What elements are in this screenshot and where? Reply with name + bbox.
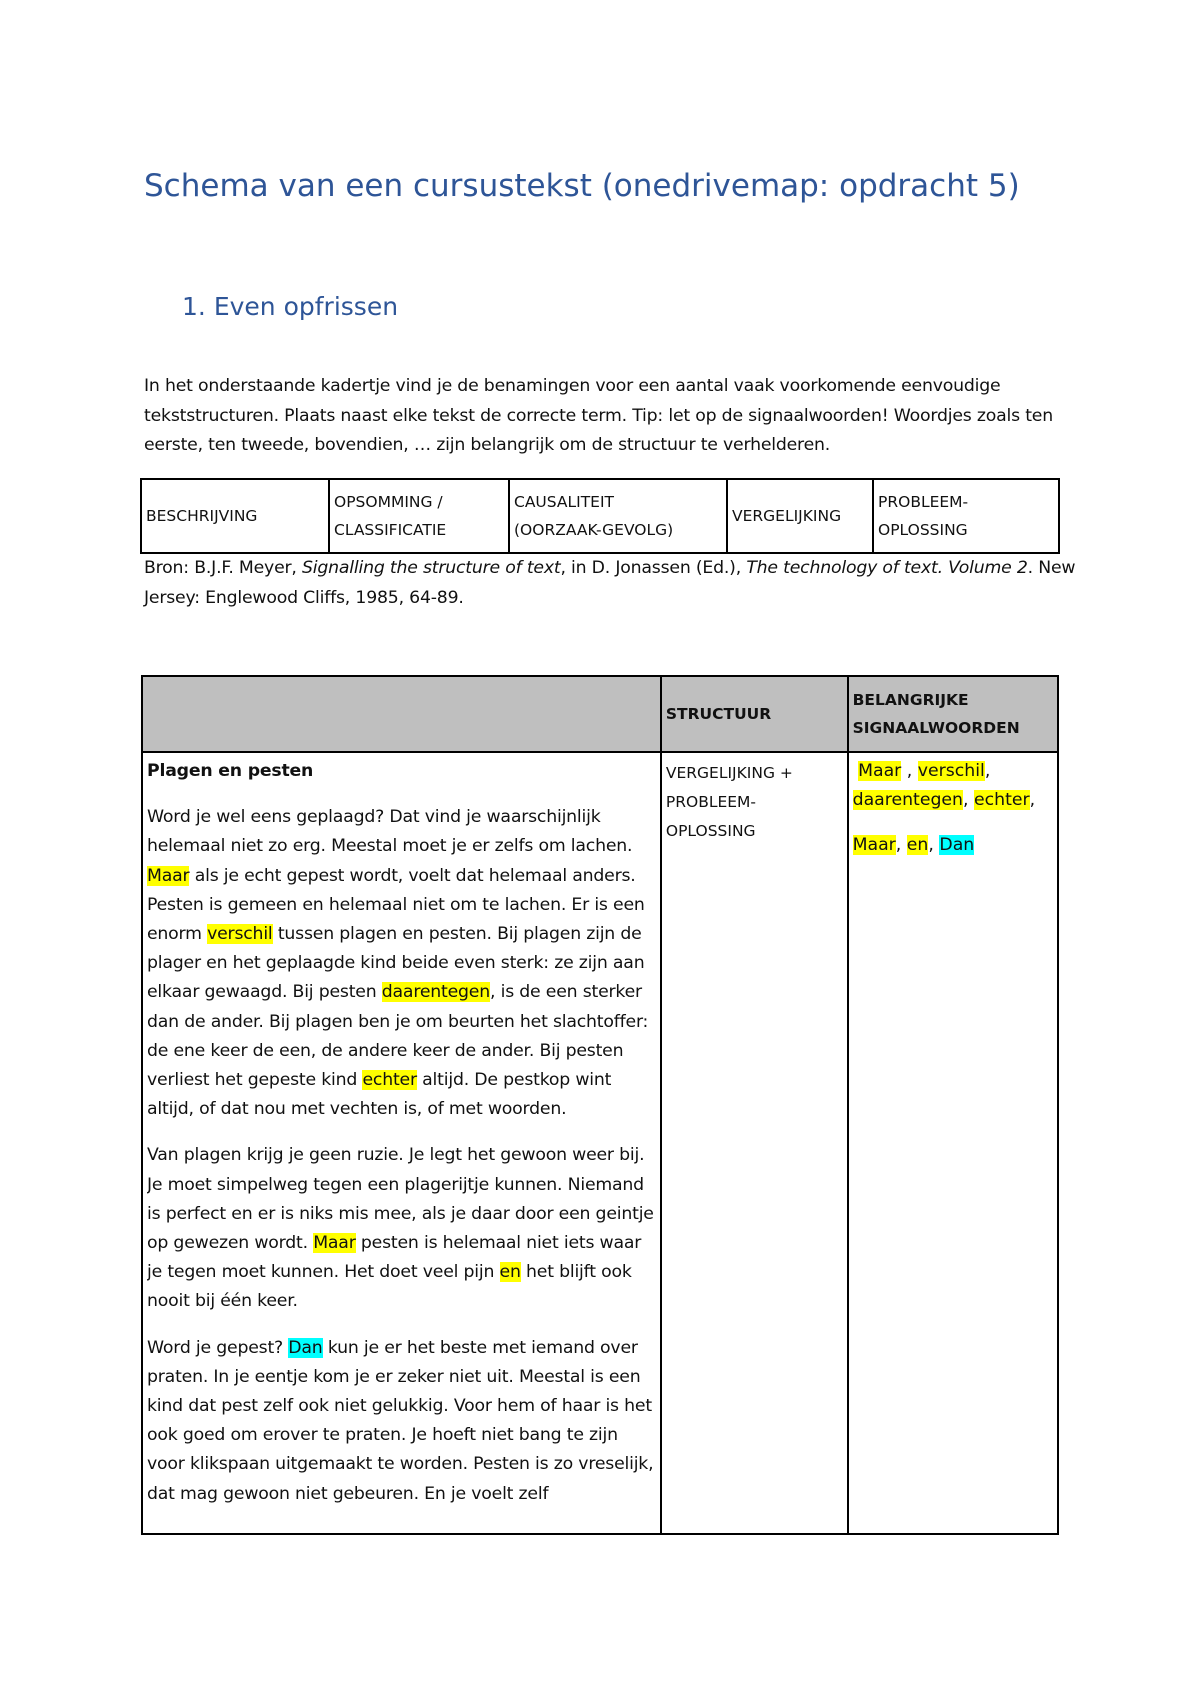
- signal-line-2: [853, 831, 1053, 860]
- term-label: VERGELIJKING: [732, 507, 842, 525]
- text-run: Word je wel eens geplaagd? Dat vind je waarschijnlijk helemaal niet zo erg. Meestal moet je er zelfs om lachen.: [147, 807, 633, 857]
- intro-paragraph: In het onderstaande kadertje vind je de benamingen voor een aantal vaak voorkomende eenvoudige tekststructuren. Plaats naast elke tekst de correcte term. Tip: let op de signaalwoorden! Woordjes zoals ten eerste, ten tweede, bovendien, … zijn belangrijk om de structuur te verhelderen.: [144, 376, 1053, 455]
- source-citation: [144, 553, 1084, 613]
- term-cell: [141, 479, 329, 553]
- structure-label: PROBLEEM-: [665, 793, 757, 811]
- separator: ,: [984, 761, 991, 781]
- text-run: het blijft ook nooit bij één keer.: [147, 1262, 632, 1312]
- citation-editor: , in D. Jonassen (Ed.),: [560, 558, 747, 578]
- table-header-row: [142, 676, 1058, 752]
- term-label: OPLOSSING: [878, 521, 968, 539]
- section-number: 1.: [182, 292, 206, 321]
- analysis-table: [141, 675, 1059, 1535]
- structure-label: VERGELIJKING +: [665, 764, 793, 782]
- header-signal-line: BELANGRIJKE: [852, 691, 969, 709]
- section-heading: [182, 292, 398, 321]
- term-label: CLASSIFICATIE: [334, 521, 447, 539]
- term-label: PROBLEEM-: [878, 493, 969, 511]
- header-structure-column: STRUCTUUR: [661, 676, 848, 752]
- text-run: pesten is helemaal niet iets waar je tegen moet kunnen. Het doet veel pijn: [147, 1233, 642, 1283]
- signal-word: echter: [974, 790, 1030, 811]
- term-label: CAUSALITEIT: [514, 493, 615, 511]
- text-run: als je echt gepest wordt, voelt dat helemaal anders. Pesten is gemeen en helemaal niet om te lachen. Er is een enorm: [147, 865, 645, 945]
- section-title: Even opfrissen: [213, 292, 399, 321]
- document-title: Schema van een cursustekst (onedrivemap: opdracht 5): [144, 168, 1020, 204]
- paragraph-2: [147, 1141, 656, 1316]
- highlight-daarentegen: daarentegen: [381, 982, 490, 1003]
- signal-word: Dan: [939, 835, 975, 856]
- header-text-column: [142, 676, 661, 752]
- highlight-echter: echter: [362, 1070, 417, 1091]
- text-cell: [142, 752, 661, 1534]
- citation-publisher: . New Jersey: Englewood Cliffs, 1985, 64-89.: [144, 558, 1076, 608]
- separator: ,: [963, 790, 975, 811]
- term-label: (OORZAAK-GEVOLG): [514, 521, 674, 539]
- citation-book-title: The technology of text. Volume 2: [746, 558, 1028, 578]
- text-run: , is de een sterker dan de ander. Bij plagen ben je om beurten het slachtoffer: de ene keer de een, de andere keer de ander. Bij pesten verliest het gepeste kind: [147, 982, 649, 1091]
- table-row: [142, 752, 1058, 1534]
- text-run: Word je gepest?: [147, 1337, 289, 1358]
- paragraph-1: [147, 803, 656, 1124]
- signal-words-cell: [848, 752, 1058, 1534]
- term-label: OPSOMMING /: [334, 493, 443, 511]
- separator: ,: [1029, 790, 1036, 811]
- separator: ,: [928, 835, 940, 856]
- structure-cell: [661, 752, 848, 1534]
- signal-word: daarentegen: [852, 790, 964, 811]
- text-content: [147, 757, 656, 1529]
- text-title: Plagen en pesten: [147, 761, 314, 781]
- highlight-maar: Maar: [313, 1233, 356, 1254]
- header-signal-column: [848, 676, 1058, 752]
- highlight-maar: Maar: [147, 865, 190, 886]
- highlight-en: en: [499, 1262, 521, 1283]
- separator: ,: [895, 835, 907, 856]
- signal-word: Maar: [858, 761, 902, 781]
- citation-prefix: Bron: B.J.F. Meyer,: [144, 558, 303, 578]
- highlight-verschil: verschil: [207, 924, 273, 945]
- term-cell: [329, 479, 509, 553]
- separator: ,: [901, 761, 918, 781]
- signal-word: Maar: [852, 835, 896, 856]
- citation-title: Signalling the structure of text: [302, 558, 561, 578]
- term-label: BESCHRIJVING: [146, 507, 258, 525]
- term-cell: [873, 479, 1059, 553]
- text-run: kun je er het beste met iemand over praten. In je eentje kom je er zeker niet uit. Meestal is een kind dat pest zelf ook niet gelukkig. Voor hem of haar is het ook goed om erover te praten. Je hoeft niet bang te zijn voor klikspaan uitgemaakt te worden. Pesten is zo vreselijk, dat mag gewoon niet gebeuren. En je voelt zelf: [147, 1337, 654, 1504]
- text-run: tussen plagen en pesten. Bij plagen zijn de plager en het geplaagde kind beide even sterk: ze zijn aan elkaar gewaagd. Bij pesten: [147, 924, 645, 1003]
- terms-table: [140, 478, 1060, 554]
- text-run: altijd. De pestkop wint altijd, of dat nou met vechten is, of met woorden.: [147, 1070, 612, 1120]
- term-cell: [727, 479, 873, 553]
- signal-line-1: [853, 757, 1053, 815]
- structure-label: OPLOSSING: [665, 822, 756, 840]
- paragraph-3: [147, 1334, 656, 1509]
- signal-word: en: [906, 835, 929, 856]
- term-cell: [509, 479, 727, 553]
- signal-word: verschil: [917, 761, 985, 781]
- text-run: Van plagen krijg je geen ruzie. Je legt het gewoon weer bij. Je moet simpelweg tegen een plagerijtje kunnen. Niemand is perfect en er is niks mis mee, als je daar door een geintje op gewezen wordt.: [147, 1145, 654, 1254]
- highlight-dan: Dan: [288, 1337, 323, 1358]
- header-signal-line: SIGNAALWOORDEN: [852, 719, 1020, 737]
